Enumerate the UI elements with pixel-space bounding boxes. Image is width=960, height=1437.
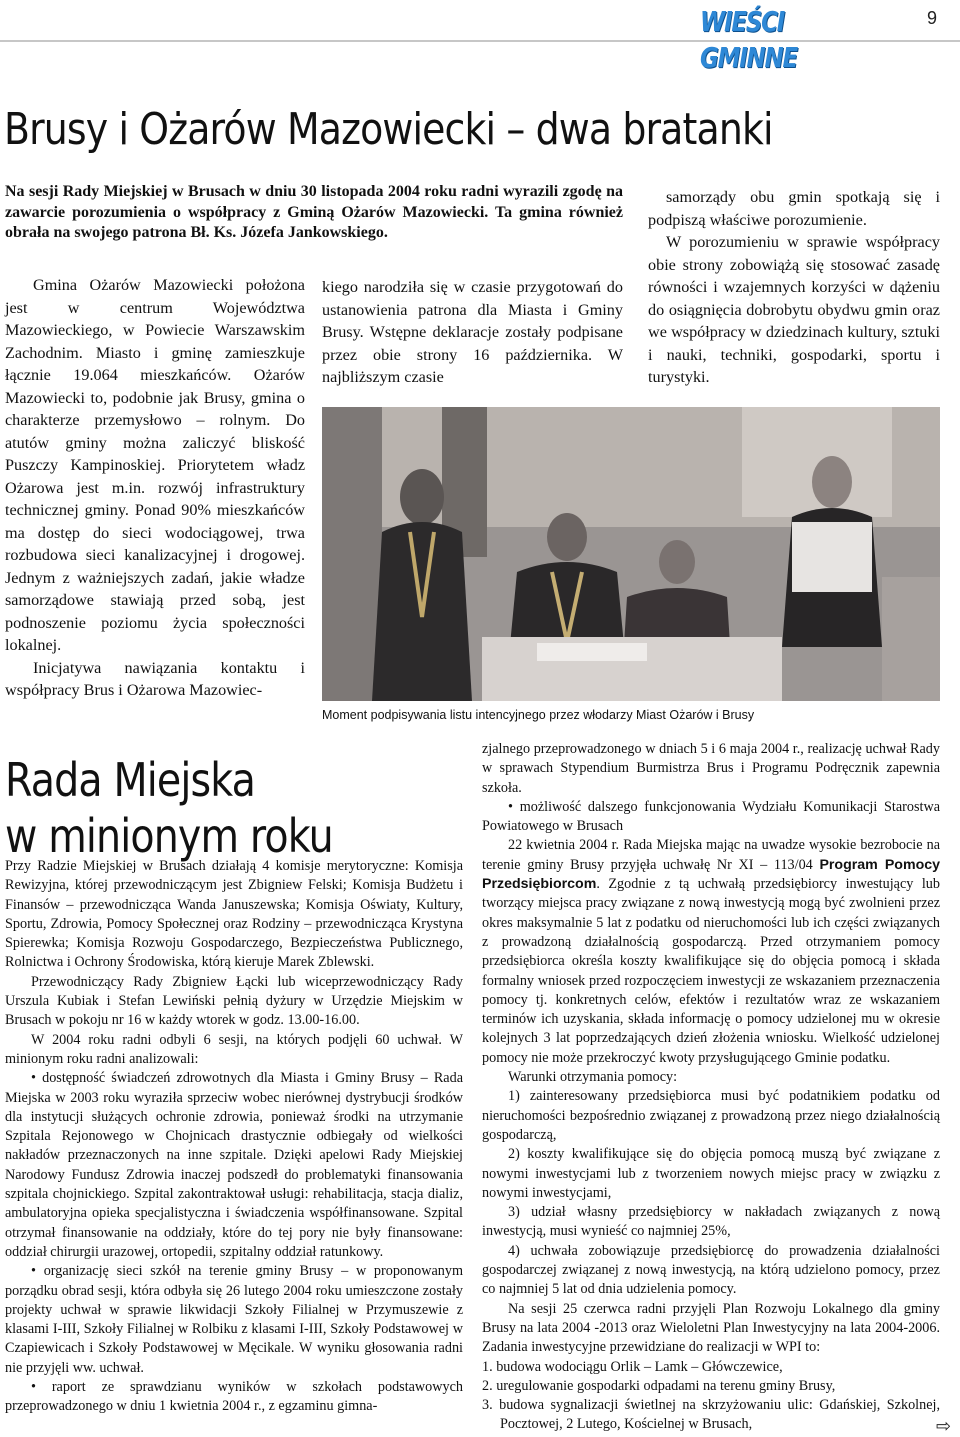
paragraph: • dostępność świadczeń zdrowotnych dla Miasta i Gminy Brusy – Rada Miejska w 2003 roku wyraziła sprzeciw wobec nierównej dystrybucji środków dla instytucji służących ochronie zdrowia, ponieważ środki na utrzymanie Szpitala Rejonowego w Chojnicach drastycznie odbiegały od wielkości nakładów przeznaczonych na inne szpitale. Dzięki apelowi Rady Miejskiej Narodowy Fundusz Zdrowia inaczej podszedł do problematyki finansowania szpitala chojnickiego. Szpital zakontraktował usługi: rehabilitacja, stacja dializ, ambulatoryjna opieka specjalistyczna i świadczenia współfinansowane. Szpital otrzymał finansowanie na oddziały, które do tej pory nie były finansowane: oddział chirurgii urazowej, ortopedii, szpitalny oddział ratunkowy.	[5, 1070, 463, 1260]
section-title-line-2: w minionym roku	[5, 809, 333, 863]
paragraph: zjalnego przeprowadzonego w dniach 5 i 6 maja 2004 r., realizację uchwał Rady w sprawach Stypendium Burmistrza Brus i Programu Podręcznik zapewnia szkoła.	[482, 741, 940, 796]
article-title: Brusy i Ożarów Mazowiecki – dwa bratanki	[4, 104, 773, 155]
list-item: 1. budowa wodociągu Orlik – Lamk – Główczewice,	[482, 1358, 783, 1375]
paragraph: Warunki otrzymania pomocy:	[508, 1069, 678, 1086]
photo-illustration	[322, 407, 940, 701]
newspaper-brand-logo: WIEŚCI GMINNE	[700, 5, 797, 74]
paragraph: 4) uchwała zobowiązuje przedsiębiorcę do prowadzenia działalności gospodarczej związanej z nową inwestycją, na którą udzielono pomocy, przez co najmniej 5 lat od dnia udzielenia pomocy.	[482, 1242, 940, 1298]
paragraph: • organizację sieci szkół na terenie gminy Brusy – w proponowanym porządku obrad sesji, która odbyła się 26 lutego 2004 roku umieszczone zostały projekty uchwał w sprawie likwidacji Szkoły Filialnej w Przymuszewie z klasami I-III, Szkoły Filialnej w Rolbiku z klasami I-III, Szkoły Podstawowej w Czapiewicach i Szkoły Podstawowej w Męcikale. W wyniku głosowania radni nie przyjęli ww. uchwał.	[5, 1263, 463, 1376]
paragraph: • raport ze sprawdzianu wyników w szkołach podstawowych przeprowadzonego w dniu 1 kwietnia 2004 r., z egzaminu gimna-	[5, 1379, 463, 1415]
paragraph: Na sesji 25 czerwca radni przyjęli Plan Rozwoju Lokalnego dla gminy Brusy na lata 2004 -2013 oraz Wieloletni Plan Inwestycyjny na lata 2004-2006. Zadania inwestycyjne przewidziane do realizacji w WPI to:	[482, 1300, 940, 1356]
list-item: 3. budowa sygnalizacji świetlnej na skrzyżowaniu ulic: Gdańskiej, Szkolnej, Pocztowej, 2 Lutego, Kościelnej w Brusach,	[482, 1397, 940, 1433]
article-lead: Na sesji Rady Miejskiej w Brusach w dniu 30 listopada 2004 roku radni wyrazili zgodę na zawarcie porozumienia o współpracy z Gminą Ożarów Mazowiecki. Ta gmina również obrała na swojego patrona Bł. Ks. Józefa Jankowskiego.	[5, 183, 623, 241]
paragraph-text: . Zgodnie z tą uchwałą przedsiębiorcy inwestujący lub tworzący miejsca pracy związane z nową inwestycją mogą być zwolnieni przez okres maksymalnie 5 lat z podatku od nieruchomości lub ich części związanych z prowadzoną działalnością gospodarczą. Przed otrzymaniem pomocy przedsiębiorca określa koszty kwalifikujące się do objęcia pomocą i składa formalny wniosek przed rozpoczęciem inwestycji ze wskazaniem przeznaczenia pomocy tj. konkretnych celów, efektów i rezultatów wraz ze wskazaniem terminów ich uzyskania, składa informację o pomocy udzielonej mu w okresie kolejnych 3 lat poprzedzających dzień złożenia wniosku. Wielkość udzielonej pomocy nie może przekroczyć kwoty przysługującego Gminie podatku.	[482, 876, 940, 1066]
paragraph: • możliwość dalszego funkcjonowania Wydziału Komunikacji Starostwa Powiatowego w Brusach	[482, 798, 940, 835]
paragraph: Inicjatywa nawiązania kontaktu i współpracy Brus i Ożarowa Mazowiec-	[5, 658, 305, 699]
signing-photo	[322, 407, 940, 701]
paragraph: 3) udział własny przedsiębiorcy w nakładach związanych z nową inwestycją, musi wynieść co najmniej 25%,	[482, 1204, 940, 1240]
paragraph	[482, 836, 940, 1068]
program-name: Program Pomocy Przedsiębiorcom	[482, 856, 941, 893]
paragraph: 1) zainteresowany przedsiębiorca musi być podatnikiem podatku od nieruchomości bezpośrednio związanej z prowadzoną przez niego działalnością gospodarczą,	[482, 1088, 940, 1143]
paragraph: 2) koszty kwalifikujące się do objęcia pomocą muszą być związane z nowymi inwestycjami lub z tworzeniem nowych miejsc pracy w związku z nowymi inwestycjami,	[482, 1146, 940, 1201]
article1-column-3	[648, 186, 940, 389]
list-item: 2. uregulowanie gospodarki odpadami na terenu gminy Brusy,	[482, 1377, 836, 1394]
section-title	[5, 752, 333, 864]
paragraph: kiego narodziła się w czasie przygotowań do ustanowienia patrona dla Miasta i Gminy Brusy. Wstępne deklaracje zostały podpisane przez obie strony 16 października. W najbliższym czasie	[322, 278, 623, 386]
article1-column-1	[5, 274, 305, 702]
section-title-line-1: Rada Miejska	[5, 753, 255, 807]
paragraph: W 2004 roku radni odbyli 6 sesji, na których podjęli 60 uchwał. W minionym roku radni analizowali:	[5, 1031, 463, 1067]
paragraph: samorządy obu gmin spotkają się i podpiszą właściwe porozumienie.	[648, 188, 940, 229]
investment-list	[482, 1358, 940, 1435]
arrow-right-icon: ⇨	[936, 1416, 952, 1437]
paragraph: W porozumieniu w sprawie współpracy obie strony zobowiążą się stosować zasadę równości i wzajemnych korzyści w dążeniu do osiągnięcia dobrobytu obydwu gmin oraz we współpracy w dziedzinach kultury, sztuki i nauki, techniki, gospodarki, sportu i turystyki.	[648, 233, 940, 386]
article1-column-2	[322, 276, 623, 389]
photo-caption: Moment podpisywania listu intencyjnego przez włodarzy Miast Ożarów i Brusy	[322, 708, 755, 722]
page-number: 9	[927, 8, 938, 28]
paragraph: Przy Radzie Miejskiej w Brusach działają 4 komisje merytoryczne: Komisja Rewizyjna, której przewodniczącym jest Zbigniew Felski; Komisja Budżetu i Finansów – przewodnicząca Wanda Januszewska; Komisja Oświaty, Kultury, Sportu, Zdrowia, Pomocy Społecznej oraz Rodziny – przewodnicząca Krystyna Spierewka; Komisja Rozwoju Gospodarczego, Bezpieczeństwa Publicznego, Rolnictwa i Ochrony Środowiska, którą kieruje Marek Zblewski.	[5, 858, 463, 971]
header-rule	[0, 40, 960, 42]
article2-column-right	[482, 740, 940, 1435]
article2-column-left	[5, 857, 463, 1417]
paragraph-text: Rada Miejska mając na uwadze wysokie bezrobocie na terenie gminy Brusy przyjęła uchwałę Nr XI – 113/04	[482, 837, 941, 873]
date-text: 22 kwietnia 2004 r.	[508, 837, 620, 854]
paragraph: Przewodniczący Rady Zbigniew Łącki lub wiceprzewodniczący Rady Urszula Kubiak i Stefan Lewiński pełnią dyżury w Urzędzie Miejskim w Brusach w pokoju nr 16 w każdy wtorek w godz. 13.00-16.00.	[5, 973, 463, 1029]
paragraph: Gmina Ożarów Mazowiecki położona jest w centrum Województwa Mazowieckiego, w Powiecie Warszawskim Zachodnim. Miasto i gminę zamieszkuje łącznie 19.064 mieszkańców. Ożarów Mazowiecki to, podobnie jak Brusy, gmina o charakterze przemysłowo – rolnym. Do atutów gminy można zaliczyć bliskość Puszczy Kampinoskiej. Priorytetem władz Ożarowa jest m.in. rozwój infrastruktury technicznej gminy. Ponad 90% mieszkańców ma dostęp do sieci wodociągowej, trwa rozbudowa sieci kanalizacyjnej i drogowej. Jednym z ważniejszych zadań, jakie władze samorządowe stawiają przed sobą, jest podnoszenie poziomu życia społeczności lokalnej.	[5, 276, 305, 654]
